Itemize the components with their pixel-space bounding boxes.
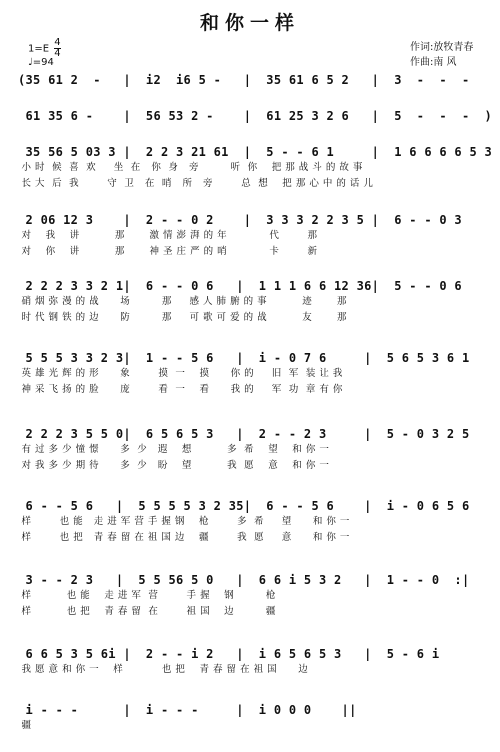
time-signature-bottom: 4 [54,48,61,59]
notation-line: 2 06 12 3 | 2 - - 0 2 | 3 3 3 2 2 3 5 | 6 - - 0 3 [18,213,462,227]
notation-line: 35 56 5 03 3 | 2 2 3 21 61 | 5 - - 6 1 | 1 6 6 6 6 5 3 [18,145,493,159]
score-system-5 [18,278,488,326]
lyric-verse-1: 样 也 能 走 进 军 营 手 握 钢 枪 [18,590,276,601]
lyric-verse-1: 疆 [18,720,32,731]
notation-line: 61 35 6 - | 56 53 2 - | 61 25 3 2 6 | 5 - - - ) [18,109,493,123]
key-signature [28,38,61,59]
credits [410,40,473,70]
lyric-verse-2: 时 代 钢 铁 的 边 防 那 可 歌 可 爱 的 战 友 那 [18,312,347,323]
score-system-7 [18,426,488,474]
lyric-verse-1: 对 我 讲 那 激 情 澎 湃 的 年 代 那 [18,230,318,241]
lyric-verse-2: 对 你 讲 那 神 圣 庄 严 的 哨 卡 新 [18,246,318,257]
score-system-1 [18,72,488,88]
score-system-9 [18,572,488,620]
time-signature [54,38,60,59]
lyric-verse-1: 有 过 多 少 憧 憬 多 少 遐 想 多 希 望 和 你 一 [18,444,330,455]
tempo-mark: ♩=94 [28,57,54,68]
score-system-11 [18,702,488,734]
notation-line: i - - - | i - - - | i 0 0 0 || [18,703,357,717]
lyric-verse-2: 对 我 多 少 期 待 多 少 盼 望 我 愿 意 和 你 一 [18,460,330,471]
score-system-10 [18,646,488,678]
lyricist-credit: 作词:放牧青春 [410,42,474,53]
lyric-verse-1: 硝 烟 弥 漫 的 战 场 那 感 人 肺 腑 的 事 迹 那 [18,296,347,307]
score-system-6 [18,350,488,398]
lyric-verse-1: 我 愿 意 和 你 一 样 也 把 青 春 留 在 祖 国 边 [18,664,309,675]
lyric-verse-2: 样 也 把 青 春 留 在 祖 国 边 疆 我 愿 意 和 你 一 [18,532,350,543]
score-system-3 [18,144,493,192]
notation-line: 3 - - 2 3 | 5 5 56 5 0 | 6 6 i 5 3 2 | 1 - - 0 :| [18,573,470,587]
lyric-verse-2: 神 采 飞 扬 的 脸 庞 看 一 看 我 的 军 功 章 有 你 [18,384,343,395]
time-signature-top: 4 [54,37,61,48]
lyric-verse-2: 长 大 后 我 守 卫 在 哨 所 旁 总 想 把 那 心 中 的 话 儿 [18,178,374,189]
score-system-8 [18,498,488,546]
lyric-verse-1: 英 雄 光 辉 的 形 象 摸 一 摸 你 的 旧 军 装 让 我 [18,368,343,379]
song-title: 和你一样 [199,12,300,34]
lyric-verse-1: 小 时 候 喜 欢 坐 在 你 身 旁 听 你 把 那 战 斗 的 故 事 [18,162,363,173]
score-system-4 [18,212,488,260]
score-system-2 [18,108,493,124]
notation-line: 2 2 2 3 3 2 1| 6 - - 0 6 | 1 1 1 6 6 12 36| 5 - - 0 6 [18,279,462,293]
notation-line: 6 - - 5 6 | 5 5 5 5 3 2 35| 6 - - 5 6 | i - 0 6 5 6 [18,499,470,513]
notation-line: 5 5 5 3 3 2 3| 1 - - 5 6 | i - 0 7 6 | 5 6 5 3 6 1 [18,351,470,365]
lyric-verse-2: 样 也 把 青 春 留 在 祖 国 边 疆 [18,606,276,617]
notation-line: 2 2 2 3 5 5 0| 6 5 6 5 3 | 2 - - 2 3 | 5 - 0 3 2 5 [18,427,470,441]
lyric-verse-1: 样 也 能 走 进 军 营 手 握 钢 枪 多 希 望 和 你 一 [18,516,350,527]
notation-line: (35 61 2 - | i2 i6 5 - | 35 61 6 5 2 | 3 - - - [18,73,470,87]
key-label: 1=E [28,43,50,55]
notation-line: 6 6 5 3 5 6i | 2 - - i 2 | i 6 5 6 5 3 | 5 - 6 i [18,647,440,661]
composer-credit: 作曲:南 风 [410,57,457,68]
